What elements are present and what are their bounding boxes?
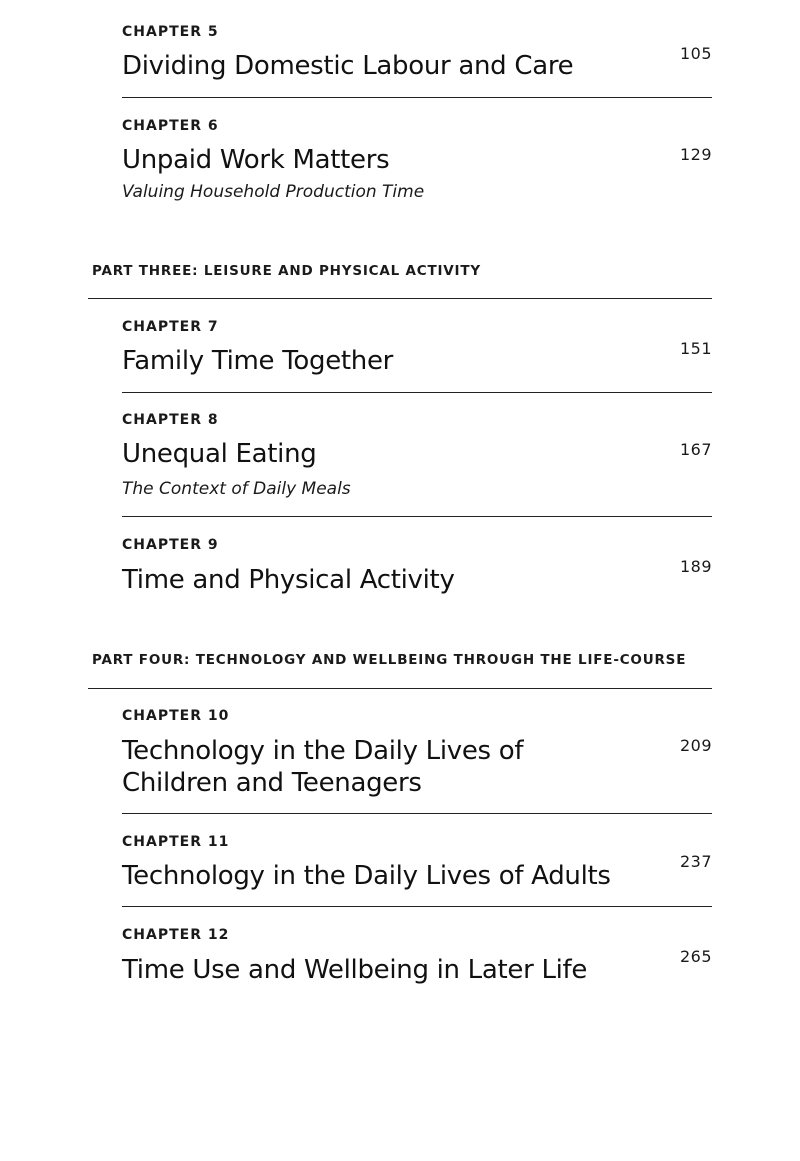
chapter-page-number: 167 [679, 440, 712, 459]
chapter-title: Time and Physical Activity [122, 565, 455, 595]
toc-entry-chapter-10[interactable] [122, 706, 712, 814]
chapter-title: Technology in the Daily Lives of Children and Teenagers [122, 736, 524, 798]
divider [122, 906, 712, 907]
chapter-label: CHAPTER 6 [122, 118, 219, 134]
chapter-page-number: 105 [679, 44, 712, 63]
chapter-label: CHAPTER 8 [122, 412, 219, 428]
toc-entry-chapter-5[interactable] [122, 22, 712, 98]
chapter-page-number: 129 [679, 145, 712, 164]
chapter-page-number: 209 [679, 736, 712, 755]
chapter-title: Time Use and Wellbeing in Later Life [122, 955, 588, 985]
chapter-title: Dividing Domestic Labour and Care [122, 51, 574, 81]
toc-entry-chapter-7[interactable] [122, 317, 712, 393]
part-heading-three: PART THREE: LEISURE AND PHYSICAL ACTIVITY [92, 263, 481, 279]
chapter-label: CHAPTER 12 [122, 927, 230, 943]
chapter-subtitle: Valuing Household Production Time [122, 182, 425, 202]
chapter-label: CHAPTER 9 [122, 537, 219, 553]
chapter-label: CHAPTER 7 [122, 319, 219, 335]
divider [122, 97, 712, 98]
toc-entry-chapter-8[interactable] [122, 410, 712, 516]
chapter-title: Unequal Eating [122, 439, 317, 469]
divider [122, 516, 712, 517]
chapter-label: CHAPTER 10 [122, 708, 230, 724]
chapter-title: Technology in the Daily Lives of Adults [122, 861, 611, 891]
chapter-label: CHAPTER 11 [122, 834, 230, 850]
toc-entry-chapter-11[interactable] [122, 832, 712, 908]
chapter-title: Family Time Together [122, 346, 394, 376]
part-heading-four: PART FOUR: TECHNOLOGY AND WELLBEING THROUGH THE LIFE-COURSE [92, 652, 687, 668]
chapter-label: CHAPTER 5 [122, 24, 219, 40]
chapter-page-number: 237 [679, 852, 712, 871]
toc-entry-chapter-12[interactable] [122, 925, 712, 1001]
toc-entry-chapter-6[interactable] [122, 116, 712, 211]
chapter-page-number: 189 [679, 557, 712, 576]
chapter-subtitle: The Context of Daily Meals [122, 479, 351, 499]
part-divider [88, 298, 712, 299]
toc-entry-chapter-9[interactable] [122, 535, 712, 611]
divider [122, 813, 712, 814]
chapter-title: Unpaid Work Matters [122, 145, 390, 175]
part-divider [88, 688, 712, 689]
divider [122, 392, 712, 393]
chapter-page-number: 265 [679, 947, 712, 966]
chapter-page-number: 151 [679, 339, 712, 358]
